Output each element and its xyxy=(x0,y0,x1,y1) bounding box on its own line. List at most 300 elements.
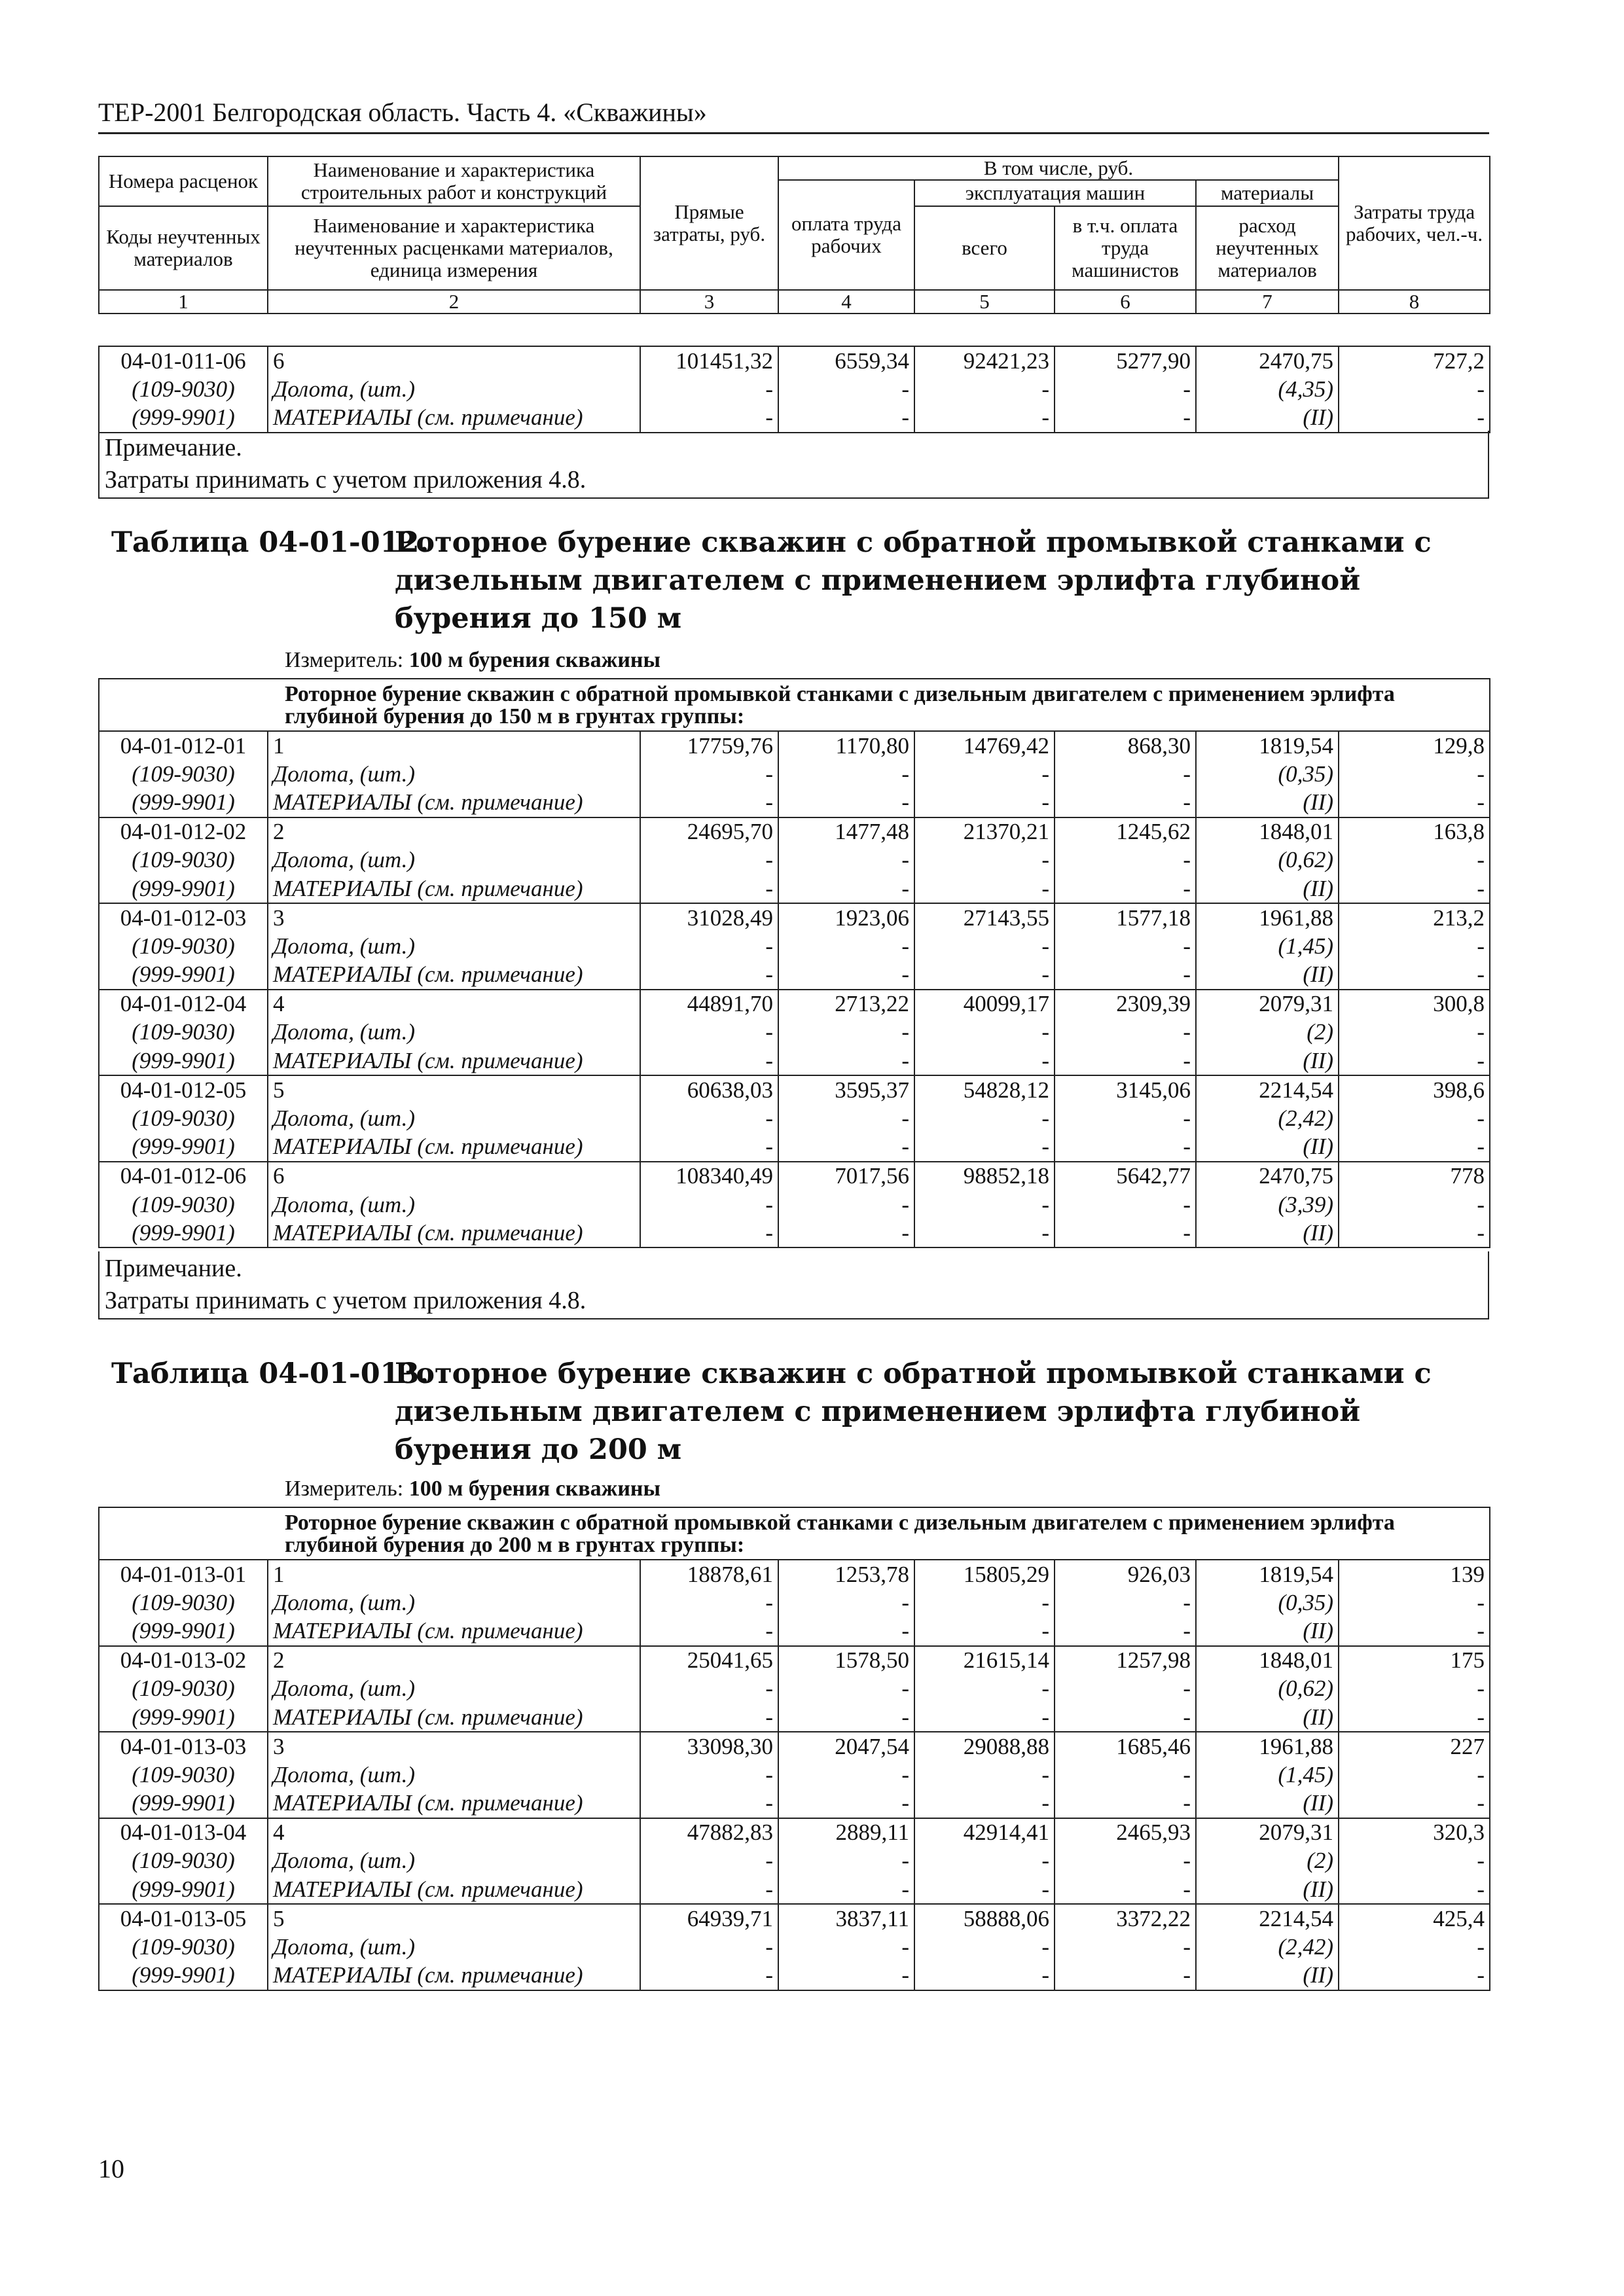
empty-value: - xyxy=(1055,1933,1196,1961)
empty-value: - xyxy=(1055,1703,1196,1732)
material-row xyxy=(99,846,1490,874)
material-name: МАТЕРИАЛЫ (см. примечание) xyxy=(268,1617,640,1645)
material-qty: (2,42) xyxy=(1196,1104,1339,1132)
machine-cost: 40099,17 xyxy=(914,990,1055,1018)
material-qty: (2,42) xyxy=(1196,1933,1339,1961)
empty-value: - xyxy=(914,1617,1055,1645)
col-header-operators: в т.ч. оплата труда машинистов xyxy=(1055,206,1196,290)
empty-value: - xyxy=(1339,1219,1490,1247)
empty-value: - xyxy=(778,874,914,903)
direct-cost: 47882,83 xyxy=(640,1818,778,1847)
labor-cost: 3595,37 xyxy=(778,1075,914,1104)
empty-value: - xyxy=(1055,1219,1196,1247)
empty-value: - xyxy=(914,1588,1055,1617)
empty-value: - xyxy=(914,932,1055,960)
section-title: Роторное бурение скважин с обратной промывкой станками с дизельным двигателем с применением эрлифта глубиной бурения до 150 м в грунтах группы: xyxy=(99,679,1490,731)
material-name: МАТЕРИАЛЫ (см. примечание) xyxy=(268,961,640,990)
labor-cost: 6559,34 xyxy=(778,346,914,375)
empty-value: - xyxy=(1055,874,1196,903)
operator-cost: 5642,77 xyxy=(1055,1162,1196,1191)
col-number: 8 xyxy=(1339,290,1490,314)
col-header-labor: оплата труда рабочих xyxy=(778,180,914,290)
empty-value: - xyxy=(640,961,778,990)
section-title: Роторное бурение скважин с обратной промывкой станками с дизельным двигателем с применением эрлифта глубиной бурения до 200 м в грунтах группы: xyxy=(99,1507,1490,1560)
table-013-title-text: Роторное бурение скважин с обратной промывкой станками с дизельным двигателем с применением эрлифта глубиной бурения до 200 м xyxy=(395,1357,1432,1466)
rate-code: 04-01-012-05 xyxy=(99,1075,268,1104)
rate-name: 3 xyxy=(268,903,640,932)
material-name: МАТЕРИАЛЫ (см. примечание) xyxy=(268,1219,640,1247)
empty-value: - xyxy=(778,1789,914,1818)
labor-cost: 1170,80 xyxy=(778,731,914,760)
empty-value: - xyxy=(778,788,914,817)
empty-value: - xyxy=(1055,1018,1196,1047)
empty-value: - xyxy=(914,1191,1055,1219)
material-row xyxy=(99,1104,1490,1132)
material-code: (999-9901) xyxy=(99,961,268,990)
empty-value: - xyxy=(1055,788,1196,817)
empty-value: - xyxy=(640,1047,778,1075)
table-012-measure xyxy=(285,648,660,673)
direct-cost: 33098,30 xyxy=(640,1732,778,1761)
empty-value: - xyxy=(640,1675,778,1703)
material-row xyxy=(99,1703,1490,1732)
empty-value: - xyxy=(778,961,914,990)
empty-value: - xyxy=(1339,1789,1490,1818)
rate-table-012 xyxy=(98,678,1490,1248)
empty-value: - xyxy=(640,1875,778,1904)
material-name: Долота, (шт.) xyxy=(268,1761,640,1789)
material-cost: 1961,88 xyxy=(1196,1732,1339,1761)
material-cost: 1819,54 xyxy=(1196,1560,1339,1588)
material-row xyxy=(99,1675,1490,1703)
rate-row xyxy=(99,1904,1490,1933)
empty-value: - xyxy=(640,375,778,403)
material-code: (999-9901) xyxy=(99,1789,268,1818)
empty-value: - xyxy=(778,403,914,432)
material-code: (109-9030) xyxy=(99,1018,268,1047)
rate-row xyxy=(99,1075,1490,1104)
rate-code: 04-01-012-06 xyxy=(99,1162,268,1191)
material-cost: 1848,01 xyxy=(1196,817,1339,846)
empty-value: - xyxy=(1055,846,1196,874)
col-header-unaccounted-name: Наименование и характеристика неучтенных расценками материалов, единица измерения xyxy=(268,206,640,290)
material-cost: 1848,01 xyxy=(1196,1646,1339,1675)
material-qty: (II) xyxy=(1196,1133,1339,1162)
material-row xyxy=(99,1047,1490,1075)
labor-cost: 7017,56 xyxy=(778,1162,914,1191)
operator-cost: 2309,39 xyxy=(1055,990,1196,1018)
empty-value: - xyxy=(914,1962,1055,1990)
empty-value: - xyxy=(1339,846,1490,874)
note-text: Затраты принимать с учетом приложения 4.8. xyxy=(105,466,586,493)
empty-value: - xyxy=(1339,403,1490,432)
empty-value: - xyxy=(914,1933,1055,1961)
section-title-row xyxy=(99,679,1490,731)
material-row xyxy=(99,1588,1490,1617)
operator-cost: 5277,90 xyxy=(1055,346,1196,375)
material-row xyxy=(99,1191,1490,1219)
material-name: Долота, (шт.) xyxy=(268,1933,640,1961)
empty-value: - xyxy=(640,1703,778,1732)
note-012 xyxy=(98,1251,1489,1319)
empty-value: - xyxy=(640,1018,778,1047)
empty-value: - xyxy=(778,1617,914,1645)
material-name: МАТЕРИАЛЫ (см. примечание) xyxy=(268,1789,640,1818)
material-qty: (0,62) xyxy=(1196,1675,1339,1703)
empty-value: - xyxy=(1339,1847,1490,1875)
empty-value: - xyxy=(1339,375,1490,403)
col-header-machines-total: всего xyxy=(914,206,1055,290)
empty-value: - xyxy=(914,961,1055,990)
material-qty: (0,35) xyxy=(1196,760,1339,788)
note-011 xyxy=(98,431,1489,499)
empty-value: - xyxy=(1339,1875,1490,1904)
material-row xyxy=(99,874,1490,903)
material-code: (109-9030) xyxy=(99,1847,268,1875)
empty-value: - xyxy=(778,1675,914,1703)
material-name: Долота, (шт.) xyxy=(268,846,640,874)
empty-value: - xyxy=(778,846,914,874)
rate-table-013 xyxy=(98,1507,1490,1991)
empty-value: - xyxy=(1339,961,1490,990)
empty-value: - xyxy=(914,1018,1055,1047)
table-013-title xyxy=(111,1355,1460,1469)
machine-cost: 15805,29 xyxy=(914,1560,1055,1588)
operator-cost: 3145,06 xyxy=(1055,1075,1196,1104)
empty-value: - xyxy=(1339,1588,1490,1617)
empty-value: - xyxy=(640,932,778,960)
material-row xyxy=(99,1875,1490,1904)
material-row xyxy=(99,1133,1490,1162)
labor-cost: 2889,11 xyxy=(778,1818,914,1847)
col-header-codes: Номера расценок xyxy=(99,156,268,206)
material-row xyxy=(99,403,1490,432)
direct-cost: 44891,70 xyxy=(640,990,778,1018)
table-012-title-number: Таблица 04-01-012. xyxy=(111,526,429,559)
empty-value: - xyxy=(1339,1933,1490,1961)
machine-cost: 54828,12 xyxy=(914,1075,1055,1104)
empty-value: - xyxy=(914,375,1055,403)
empty-value: - xyxy=(640,1617,778,1645)
empty-value: - xyxy=(1055,1104,1196,1132)
empty-value: - xyxy=(1055,932,1196,960)
rate-name: 1 xyxy=(268,1560,640,1588)
material-name: МАТЕРИАЛЫ (см. примечание) xyxy=(268,1875,640,1904)
empty-value: - xyxy=(778,1703,914,1732)
material-qty: (0,62) xyxy=(1196,846,1339,874)
empty-value: - xyxy=(640,1761,778,1789)
empty-value: - xyxy=(1339,1133,1490,1162)
material-qty: (II) xyxy=(1196,1703,1339,1732)
labor-hours: 227 xyxy=(1339,1732,1490,1761)
material-code: (999-9901) xyxy=(99,403,268,432)
operator-cost: 926,03 xyxy=(1055,1560,1196,1588)
material-cost: 1819,54 xyxy=(1196,731,1339,760)
material-qty: (II) xyxy=(1196,1962,1339,1990)
machine-cost: 98852,18 xyxy=(914,1162,1055,1191)
rate-code: 04-01-013-04 xyxy=(99,1818,268,1847)
empty-value: - xyxy=(914,1703,1055,1732)
material-qty: (2) xyxy=(1196,1018,1339,1047)
empty-value: - xyxy=(640,1933,778,1961)
measure-value: 100 м бурения скважины xyxy=(408,1477,661,1501)
empty-value: - xyxy=(778,760,914,788)
direct-cost: 31028,49 xyxy=(640,903,778,932)
rate-row xyxy=(99,903,1490,932)
operator-cost: 1577,18 xyxy=(1055,903,1196,932)
empty-value: - xyxy=(1339,760,1490,788)
material-name: Долота, (шт.) xyxy=(268,1018,640,1047)
machine-cost: 58888,06 xyxy=(914,1904,1055,1933)
material-qty: (II) xyxy=(1196,1617,1339,1645)
operator-cost: 1257,98 xyxy=(1055,1646,1196,1675)
material-code: (109-9030) xyxy=(99,846,268,874)
machine-cost: 42914,41 xyxy=(914,1818,1055,1847)
empty-value: - xyxy=(778,1018,914,1047)
empty-value: - xyxy=(640,1104,778,1132)
empty-value: - xyxy=(778,1588,914,1617)
labor-hours: 163,8 xyxy=(1339,817,1490,846)
section-title-row xyxy=(99,1507,1490,1560)
labor-cost: 3837,11 xyxy=(778,1904,914,1933)
material-row xyxy=(99,1018,1490,1047)
direct-cost: 101451,32 xyxy=(640,346,778,375)
col-header-unaccounted-codes: Коды неучтенных материалов xyxy=(99,206,268,290)
labor-cost: 2713,22 xyxy=(778,990,914,1018)
labor-hours: 213,2 xyxy=(1339,903,1490,932)
rate-name: 5 xyxy=(268,1904,640,1933)
col-header-materials: материалы xyxy=(1196,180,1339,206)
empty-value: - xyxy=(778,1933,914,1961)
material-row xyxy=(99,1933,1490,1961)
labor-cost: 1923,06 xyxy=(778,903,914,932)
rate-code: 04-01-013-03 xyxy=(99,1732,268,1761)
material-code: (109-9030) xyxy=(99,1104,268,1132)
running-header: ТЕР-2001 Белгородская область. Часть 4. «Скважины» xyxy=(98,98,707,127)
empty-value: - xyxy=(778,1962,914,1990)
material-qty: (4,35) xyxy=(1196,375,1339,403)
empty-value: - xyxy=(914,846,1055,874)
rate-name: 1 xyxy=(268,731,640,760)
table-012-title xyxy=(111,524,1460,637)
material-code: (109-9030) xyxy=(99,375,268,403)
empty-value: - xyxy=(778,1104,914,1132)
material-name: Долота, (шт.) xyxy=(268,375,640,403)
rate-name: 4 xyxy=(268,990,640,1018)
labor-hours: 175 xyxy=(1339,1646,1490,1675)
material-qty: (II) xyxy=(1196,874,1339,903)
material-code: (109-9030) xyxy=(99,1761,268,1789)
col-header-name: Наименование и характеристика строительных работ и конструкций xyxy=(268,156,640,206)
empty-value: - xyxy=(1339,1761,1490,1789)
material-cost: 2214,54 xyxy=(1196,1904,1339,1933)
empty-value: - xyxy=(1339,1191,1490,1219)
measure-value: 100 м бурения скважины xyxy=(408,648,661,672)
material-code: (109-9030) xyxy=(99,1675,268,1703)
empty-value: - xyxy=(1339,1703,1490,1732)
rate-code: 04-01-012-04 xyxy=(99,990,268,1018)
material-row xyxy=(99,1962,1490,1990)
rate-name: 4 xyxy=(268,1818,640,1847)
material-code: (999-9901) xyxy=(99,1617,268,1645)
material-code: (999-9901) xyxy=(99,788,268,817)
rate-code: 04-01-013-05 xyxy=(99,1904,268,1933)
col-number: 1 xyxy=(99,290,268,314)
rate-name: 6 xyxy=(268,1162,640,1191)
empty-value: - xyxy=(1055,1847,1196,1875)
empty-value: - xyxy=(640,1133,778,1162)
rate-row xyxy=(99,1162,1490,1191)
empty-value: - xyxy=(1055,1875,1196,1904)
labor-cost: 1477,48 xyxy=(778,817,914,846)
rate-row xyxy=(99,731,1490,760)
direct-cost: 60638,03 xyxy=(640,1075,778,1104)
empty-value: - xyxy=(1339,1104,1490,1132)
note-label: Примечание. xyxy=(105,434,242,461)
rate-code: 04-01-011-06 xyxy=(99,346,268,375)
empty-value: - xyxy=(778,932,914,960)
direct-cost: 18878,61 xyxy=(640,1560,778,1588)
material-name: Долота, (шт.) xyxy=(268,932,640,960)
rate-name: 2 xyxy=(268,817,640,846)
material-name: МАТЕРИАЛЫ (см. примечание) xyxy=(268,403,640,432)
material-row xyxy=(99,760,1490,788)
material-row xyxy=(99,1789,1490,1818)
empty-value: - xyxy=(778,1191,914,1219)
material-row xyxy=(99,375,1490,403)
empty-value: - xyxy=(640,846,778,874)
material-row xyxy=(99,1847,1490,1875)
material-code: (109-9030) xyxy=(99,760,268,788)
empty-value: - xyxy=(1055,1047,1196,1075)
material-name: МАТЕРИАЛЫ (см. примечание) xyxy=(268,874,640,903)
empty-value: - xyxy=(1055,1617,1196,1645)
col-header-machines: эксплуатация машин xyxy=(914,180,1196,206)
rate-name: 5 xyxy=(268,1075,640,1104)
material-code: (109-9030) xyxy=(99,932,268,960)
rate-code: 04-01-012-03 xyxy=(99,903,268,932)
material-row xyxy=(99,932,1490,960)
material-name: МАТЕРИАЛЫ (см. примечание) xyxy=(268,1962,640,1990)
empty-value: - xyxy=(914,1047,1055,1075)
page-number: 10 xyxy=(98,2154,124,2183)
material-code: (999-9901) xyxy=(99,1047,268,1075)
table-012-title-text: Роторное бурение скважин с обратной промывкой станками с дизельным двигателем с применением эрлифта глубиной бурения до 150 м xyxy=(395,526,1432,635)
material-code: (999-9901) xyxy=(99,1219,268,1247)
rate-table-011-tail xyxy=(98,346,1490,433)
labor-hours: 778 xyxy=(1339,1162,1490,1191)
measure-label: Измеритель: xyxy=(285,648,404,672)
empty-value: - xyxy=(1055,375,1196,403)
operator-cost: 1245,62 xyxy=(1055,817,1196,846)
empty-value: - xyxy=(640,1588,778,1617)
material-cost: 2214,54 xyxy=(1196,1075,1339,1104)
empty-value: - xyxy=(778,1133,914,1162)
empty-value: - xyxy=(1055,1133,1196,1162)
material-row xyxy=(99,1219,1490,1247)
direct-cost: 17759,76 xyxy=(640,731,778,760)
empty-value: - xyxy=(1339,1047,1490,1075)
empty-value: - xyxy=(1339,932,1490,960)
operator-cost: 2465,93 xyxy=(1055,1818,1196,1847)
measure-label: Измеритель: xyxy=(285,1477,404,1501)
labor-hours: 398,6 xyxy=(1339,1075,1490,1104)
rate-name: 6 xyxy=(268,346,640,375)
machine-cost: 92421,23 xyxy=(914,346,1055,375)
rate-code: 04-01-012-02 xyxy=(99,817,268,846)
direct-cost: 25041,65 xyxy=(640,1646,778,1675)
col-header-direct: Прямые затраты, руб. xyxy=(640,156,778,290)
material-cost: 2470,75 xyxy=(1196,1162,1339,1191)
machine-cost: 21370,21 xyxy=(914,817,1055,846)
material-code: (999-9901) xyxy=(99,1133,268,1162)
col-header-material-usage: расход неучтенных материалов xyxy=(1196,206,1339,290)
empty-value: - xyxy=(1339,1617,1490,1645)
empty-value: - xyxy=(640,874,778,903)
material-row xyxy=(99,788,1490,817)
material-name: Долота, (шт.) xyxy=(268,1675,640,1703)
material-qty: (1,45) xyxy=(1196,1761,1339,1789)
material-qty: (2) xyxy=(1196,1847,1339,1875)
col-number: 4 xyxy=(778,290,914,314)
empty-value: - xyxy=(1055,1588,1196,1617)
empty-value: - xyxy=(640,788,778,817)
machine-cost: 29088,88 xyxy=(914,1732,1055,1761)
material-qty: (3,39) xyxy=(1196,1191,1339,1219)
material-qty: (II) xyxy=(1196,403,1339,432)
empty-value: - xyxy=(1055,1962,1196,1990)
empty-value: - xyxy=(778,1847,914,1875)
rate-row xyxy=(99,346,1490,375)
empty-value: - xyxy=(640,1962,778,1990)
operator-cost: 868,30 xyxy=(1055,731,1196,760)
material-row xyxy=(99,1761,1490,1789)
empty-value: - xyxy=(914,1219,1055,1247)
empty-value: - xyxy=(914,1675,1055,1703)
direct-cost: 108340,49 xyxy=(640,1162,778,1191)
material-qty: (II) xyxy=(1196,1047,1339,1075)
col-number: 6 xyxy=(1055,290,1196,314)
material-qty: (II) xyxy=(1196,1875,1339,1904)
empty-value: - xyxy=(914,403,1055,432)
rate-row xyxy=(99,990,1490,1018)
material-code: (999-9901) xyxy=(99,874,268,903)
labor-cost: 1253,78 xyxy=(778,1560,914,1588)
col-header-group: В том числе, руб. xyxy=(778,156,1339,180)
empty-value: - xyxy=(914,1133,1055,1162)
material-cost: 2079,31 xyxy=(1196,990,1339,1018)
material-name: Долота, (шт.) xyxy=(268,760,640,788)
material-name: МАТЕРИАЛЫ (см. примечание) xyxy=(268,1703,640,1732)
empty-value: - xyxy=(914,1847,1055,1875)
empty-value: - xyxy=(1339,1018,1490,1047)
material-row xyxy=(99,961,1490,990)
empty-value: - xyxy=(640,760,778,788)
material-qty: (1,45) xyxy=(1196,932,1339,960)
empty-value: - xyxy=(1055,1191,1196,1219)
header-rule xyxy=(98,132,1489,134)
direct-cost: 24695,70 xyxy=(640,817,778,846)
rate-code: 04-01-012-01 xyxy=(99,731,268,760)
material-code: (999-9901) xyxy=(99,1875,268,1904)
empty-value: - xyxy=(1055,403,1196,432)
labor-hours: 320,3 xyxy=(1339,1818,1490,1847)
empty-value: - xyxy=(640,1191,778,1219)
empty-value: - xyxy=(778,1875,914,1904)
material-code: (999-9901) xyxy=(99,1962,268,1990)
empty-value: - xyxy=(1055,1789,1196,1818)
material-name: МАТЕРИАЛЫ (см. примечание) xyxy=(268,1133,640,1162)
